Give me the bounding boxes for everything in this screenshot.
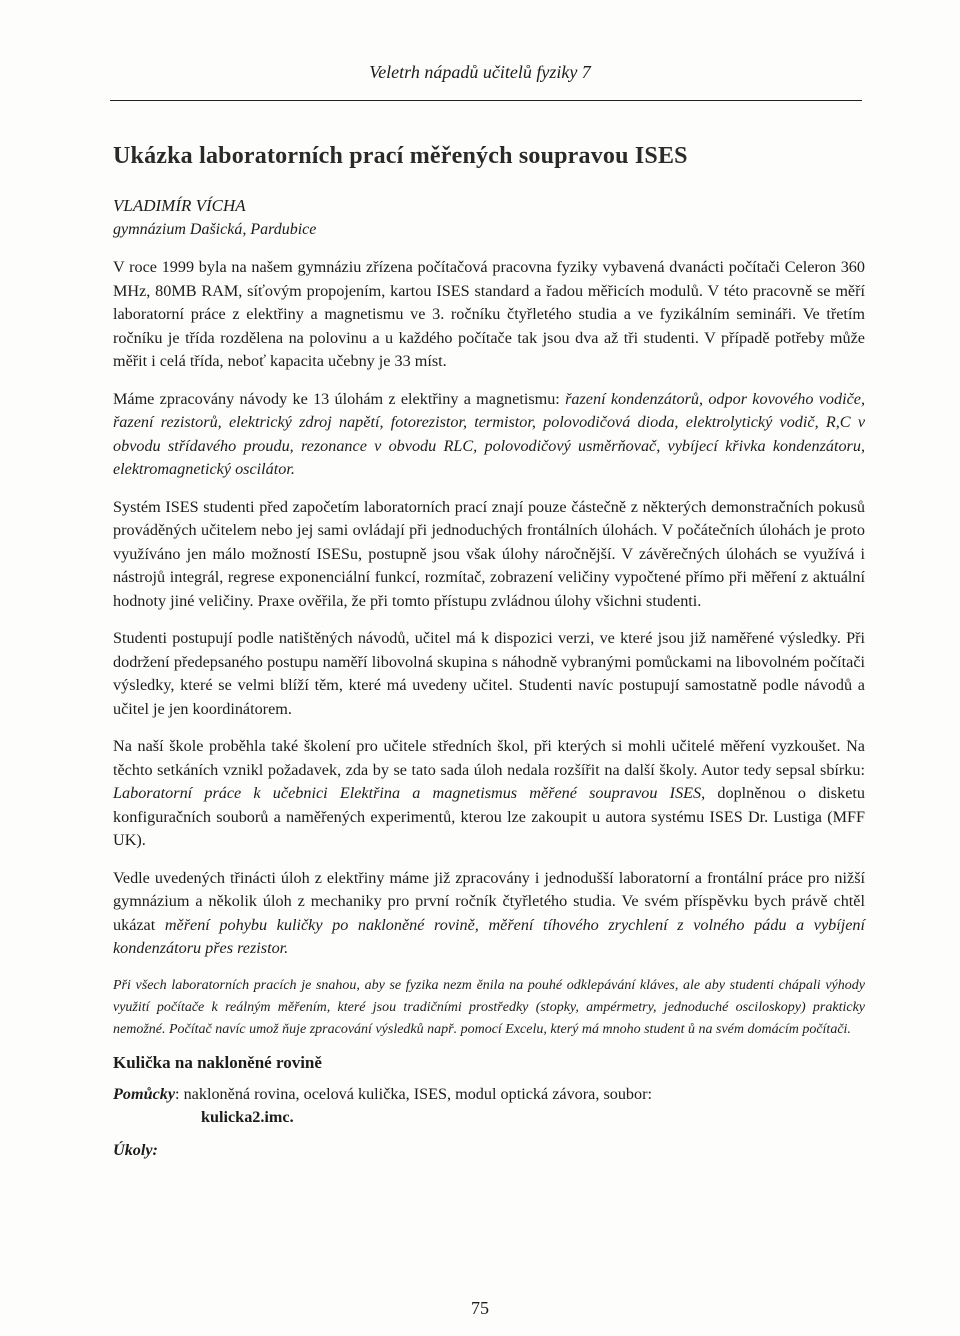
paragraph-training-a: Na naší škole proběhla také školení pro učitele středních škol, při kterých si mohli učitelé měření vyzkoušet. Na těchto setkáních vznikl požadavek, zda by se tato sada úloh nedala rozšířit na další školy. Autor tedy sepsal sbírku: xyxy=(113,737,865,779)
article-title: Ukázka laboratorních prací měřených soupravou ISES xyxy=(113,143,688,169)
paragraph-note: Při všech laboratorních pracích je snahou, aby se fyzika nezm ěnila na pouhé odklepávání kláves, ale aby studenti chápali výhody využití počítače k reálným měřením, které jsou tradičními prostředky (stopky, ampérmetry, jednoduché osciloskopy) prakticky nemožné. Počítač navíc umož ňuje zpracování výsledků např. pomocí Excelu, který má mnoho student ů na svém domácím počítači. xyxy=(113,977,865,1037)
paragraph-tasks-items: řazení kondenzátorů, odpor kovového vodiče, řazení rezistorů, elektrický zdroj napětí, fotorezistor, termistor, polovodičová dioda, elektrolytický vodič, R,C v obvodu střídavého proudu, rezonance v obvodu RLC, polovodičový usměrňovač, vybíjecí křivka kondenzátoru, elektromagnetický oscilátor. xyxy=(113,389,866,478)
paragraph-intro: V roce 1999 byla na našem gymnáziu zřízena počítačová pracovna fyziky vybavená dvanácti počítači Celeron 360 MHz, 80MB RAM, síťovým propojením, kartou ISES standard a řadou měřicích modulů. V této pracovně se měří laboratorní práce z elektřiny a magnetismu ve 3. ročníku čtyřletého studia a ve fyzikálním semináři. Ve třetím ročníku je třída rozdělena na polovinu a u každého počítače tak jsou dva až tři studenti. V případě potřeby může měřit i celá třída, neboť kapacita učebny je 33 míst. xyxy=(113,258,865,370)
header-divider xyxy=(110,100,862,101)
paragraph-other-tasks xyxy=(113,867,865,961)
article-affiliation: gymnázium Dašická, Pardubice xyxy=(113,221,317,238)
tools-label: Pomůcky xyxy=(113,1084,176,1103)
article-body xyxy=(113,256,865,1160)
paragraph-training-book: Laboratorní práce k učebnici Elektřina a magnetismus měřené soupravou ISES, xyxy=(113,784,706,802)
paragraph-other-tasks-a: Vedle uvedených třinácti úloh z elektřiny máme již zpracovány i jednodušší laboratorní a frontální práce pro nižší gymnázium a několik úloh z mechaniky pro první ročník čtyřletého studia. Ve svém příspěvku bych právě chtěl ukázat xyxy=(113,868,865,934)
paragraph-tasks-intro: Máme zpracovány návody ke 13 úlohám z elektřiny a magnetismu: xyxy=(113,389,566,408)
page-number: 75 xyxy=(471,1298,489,1318)
paragraph-other-tasks-list: měření pohybu kuličky po nakloněné rovině, měření tíhového zrychlení z volného pádu a vybíjení kondenzátoru přes rezistor. xyxy=(113,915,865,957)
paragraph-training-b: doplněnou o disketu konfiguračních souborů a naměřených experimentů, kterou lze zakoupit u autora systému ISES Dr. Lustiga (MFF UK). xyxy=(113,784,865,849)
article-author: VLADIMÍR VÍCHA xyxy=(113,196,246,215)
tasks-label: Úkoly: xyxy=(113,1140,158,1159)
paragraph-training xyxy=(113,735,865,853)
paragraph-tasks-list xyxy=(113,388,865,482)
running-header: Veletrh nápadů učitelů fyziky 7 xyxy=(369,62,591,82)
paragraph-ises-system: Systém ISES studenti před započetím laboratorních prací znají pouze částečně z některých demonstračních pokusů prováděných učitelem nebo jej sami ovládají při jednoduchých frontálních úlohách. V počátečních úlohách je proto využíváno jen málo možností ISESu, postupně jsou však úlohy náročnější. V závěrečných úlohách se využívá i nástrojů integrál, regrese exponenciální funkcí, rozmítač, zobrazení veličiny vypočtené přímo při měření z aktuální hodnoty jiné veličiny. Praxe ověřila, že při tomto přístupu zvládnou úlohy všichni studenti. xyxy=(113,497,865,610)
tools-text: : nakloněná rovina, ocelová kulička, ISES, modul optická závora, soubor: xyxy=(175,1084,653,1103)
paragraph-procedure: Studenti postupují podle natištěných návodů, učitel má k dispozici verzi, ve které jsou již naměřené výsledky. Při dodržení předepsaného postupu naměří libovolná skupina s náhodně vybranými pomůckami na libovolném počítači výsledky, které se velmi blíží těm, které má uvedeny učitel. Studenti navíc postupují samostatně podle návodů a učitel je jen koordinátorem. xyxy=(113,629,865,718)
section-title: Kulička na nakloněné rovině xyxy=(113,1052,322,1072)
tools-row xyxy=(113,1083,865,1129)
tools-filename: kulicka2.imc. xyxy=(201,1107,294,1126)
